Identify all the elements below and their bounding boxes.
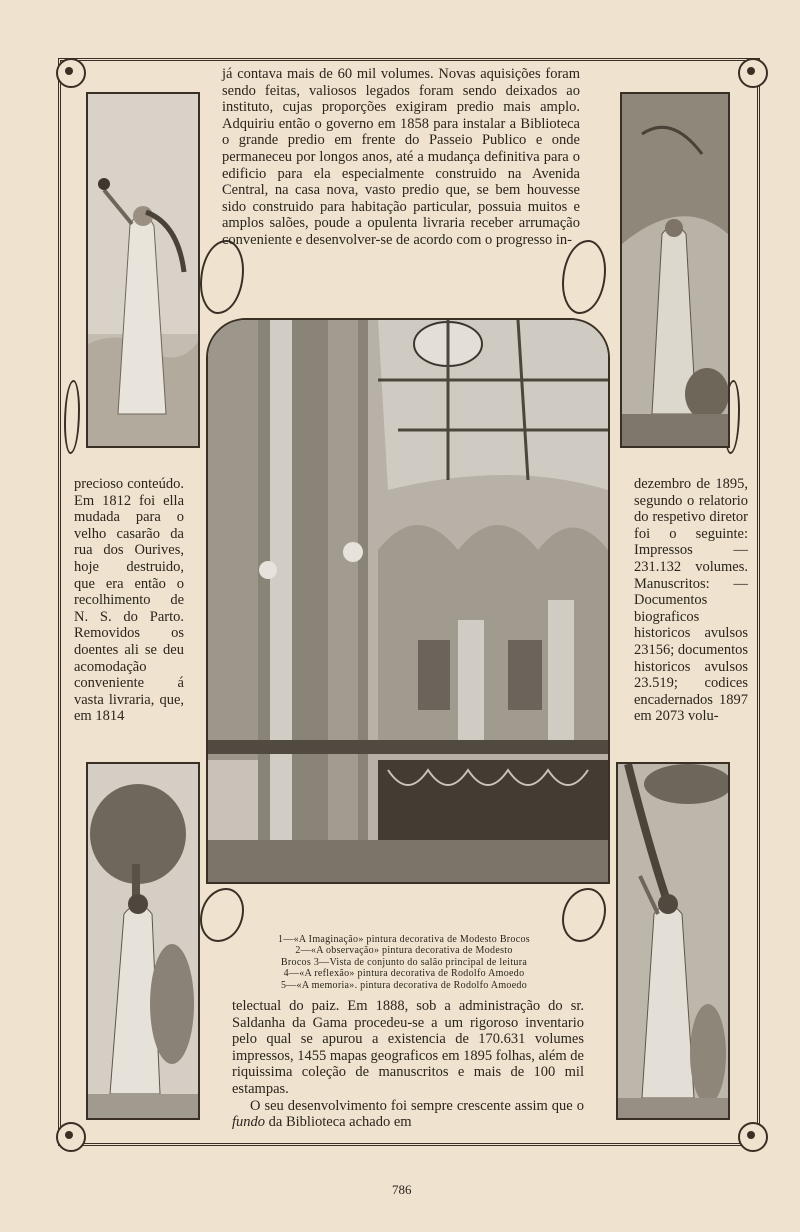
corner-ornament-bottom-left	[56, 1122, 86, 1152]
figure-captions	[234, 934, 574, 991]
caption-line: 4—«A reflexão» pintura decorativa de Rodolfo Amoedo	[283, 968, 525, 980]
paragraph-top: já contava mais de 60 mil volumes. Novas aquisições foram sendo feitas, valiosos legados foram sendo deixados ao instituto, cujas proporções exigiram predio mais amplo. Adquiriu então o governo em 1858 para instalar a Biblioteca o grande predio em frente do Passeio Publico e onde permaneceu por longos anos, até a mudança definitiva para o edificio para ela especialmente construido na Avenida Central, na casa nova, vasto predio que, se bem houvesse sido construido para habitação particular, possuia muitos e amplos salões, poude a opulenta livraria receber arrumação conveniente e desenvolver-se de acordo com o progresso in-	[222, 66, 580, 248]
corner-ornament-top-right	[738, 58, 768, 88]
illustration-reflexao	[86, 762, 200, 1120]
italic-term-fundo: fundo	[232, 1114, 266, 1131]
photo-salao-leitura	[206, 318, 610, 884]
page-number: 786	[392, 1182, 412, 1197]
column-left-text: precioso conteúdo. Em 1812 foi ella mudada para o velho casarão da rua dos Ourives, hoje destruido, que era então o recolhimento de N. S. do Parto. Removidos os doentes ali se deu acomodação conveniente á vasta livraria, que, em 1814	[74, 476, 184, 725]
column-right-text: dezembro de 1895, segundo o relatorio do respetivo diretor foi o seguinte: Impressos — 231.132 volumes. Manuscritos: — Documentos biograficos historicos avulsos 23156; documentos historicos avulsos 23.519; codices encadernados 1897 em 2073 volu-	[634, 476, 748, 725]
paragraph-bottom-1: telectual do paiz. Em 1888, sob a administração do sr. Saldanha da Gama procedeu-se a um rigoroso inventario pelo qual se apurou a existencia de 170.631 volumes impressos, 1455 mapas geograficos em 1895 folhas, além de riquissima coleção de manuscritos e mais de 100 mil estampas.	[232, 998, 584, 1097]
caption-line: 1—«A Imaginação» pintura decorativa de Modesto Brocos	[278, 934, 530, 945]
paragraph-bottom	[232, 998, 584, 1131]
corner-ornament-top-left	[56, 58, 86, 88]
illustration-imaginacao	[86, 92, 200, 448]
caption-line: 2—«A observação» pintura decorativa de Modesto	[295, 945, 513, 957]
caption-line: 5—«A memoria». pintura decorativa de Rodolfo Amoedo	[280, 979, 528, 991]
illustration-observacao	[620, 92, 730, 448]
illustration-memoria	[616, 762, 730, 1120]
corner-ornament-bottom-right	[738, 1122, 768, 1152]
paragraph-bottom-2: O seu desenvolvimento foi sempre crescente assim que o fundo da Biblioteca achado em	[232, 1097, 584, 1131]
caption-line: Brocos 3—Vista de conjunto do salão principal de leitura	[280, 956, 528, 968]
